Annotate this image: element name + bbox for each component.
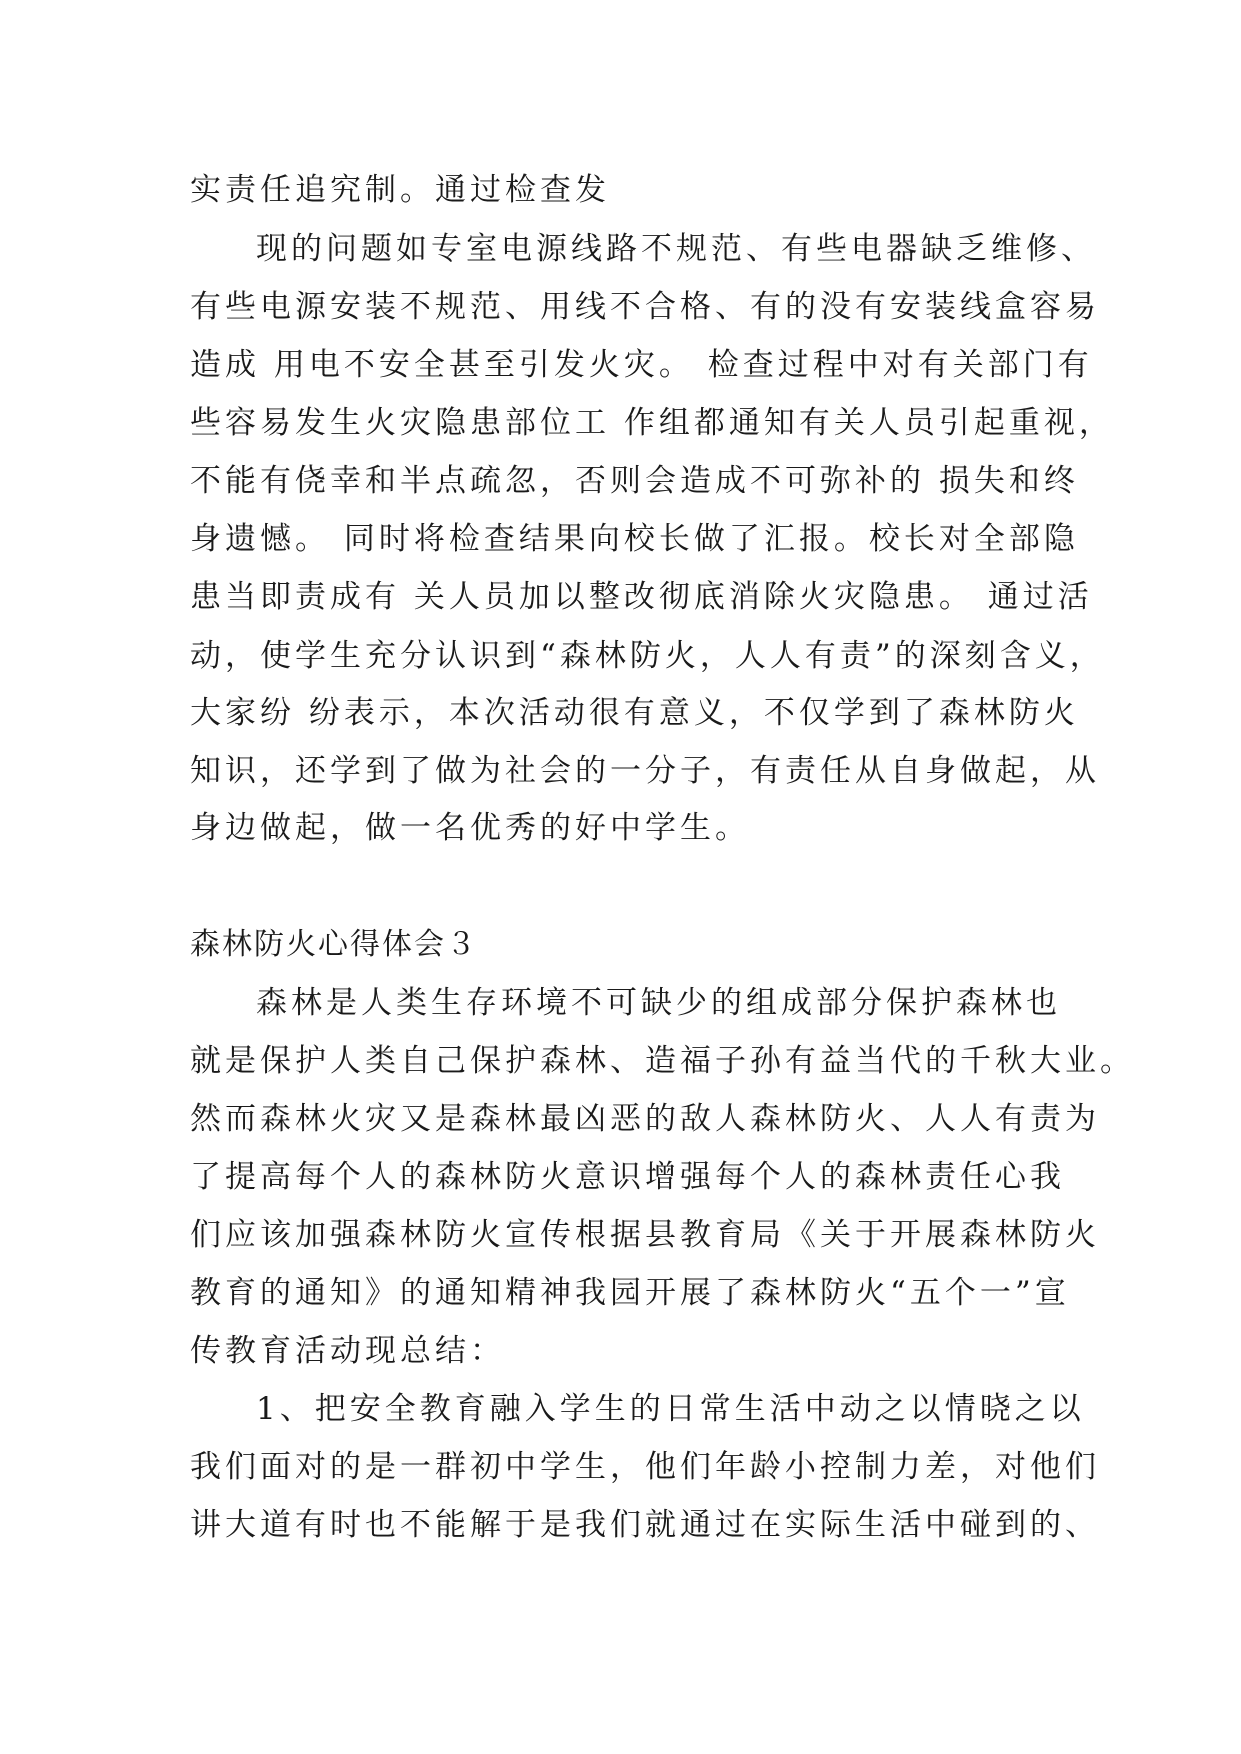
paragraph-line: 们应该加强森林防火宣传根据县教育局《关于开展森林防火 xyxy=(190,1217,1100,1253)
paragraph-line: 实责任追究制。通过检查发 xyxy=(190,172,610,208)
paragraph-line: 我们面对的是一群初中学生，他们年龄小控制力差，对他们 xyxy=(190,1449,1100,1485)
paragraph-line: 动，使学生充分认识到“森林防火，人人有责”的深刻含义， xyxy=(190,638,1105,674)
paragraph-line: 些容易发生火灾隐患部位工 作组都通知有关人员引起重视， xyxy=(190,405,1114,441)
paragraph-line: 有些电源安装不规范、用线不合格、有的没有安装线盒容易 xyxy=(190,289,1100,325)
paragraph-line: 不能有侥幸和半点疏忽，否则会造成不可弥补的 损失和终 xyxy=(190,463,1079,499)
paragraph-line: 讲大道有时也不能解于是我们就通过在实际生活中碰到的、 xyxy=(190,1507,1100,1543)
paragraph-line: 造成 用电不安全甚至引发火灾。 检查过程中对有关部门有 xyxy=(190,347,1093,383)
paragraph-line: 大家纷 纷表示，本次活动很有意义，不仅学到了森林防火 xyxy=(190,695,1079,731)
paragraph-line: 教育的通知》的通知精神我园开展了森林防火“五个一”宣 xyxy=(190,1275,1070,1311)
paragraph-line: 患当即责成有 关人员加以整改彻底消除火灾隐患。 通过活 xyxy=(190,579,1093,615)
paragraph-line: 1、把安全教育融入学生的日常生活中动之以情晓之以 xyxy=(256,1391,1085,1427)
paragraph-line: 知识，还学到了做为社会的一分子，有责任从自身做起，从 xyxy=(190,753,1100,789)
paragraph-line: 身遗憾。 同时将检查结果向校长做了汇报。校长对全部隐 xyxy=(190,521,1079,557)
paragraph-line: 就是保护人类自己保护森林、造福子孙有益当代的千秋大业。 xyxy=(190,1043,1135,1079)
section-heading: 森林防火心得体会３ xyxy=(190,927,478,962)
paragraph-line: 身边做起，做一名优秀的好中学生。 xyxy=(190,810,750,846)
paragraph-line: 森林是人类生存环境不可缺少的组成部分保护森林也 xyxy=(256,985,1061,1021)
paragraph-line: 了提高每个人的森林防火意识增强每个人的森林责任心我 xyxy=(190,1159,1065,1195)
paragraph-line: 现的问题如专室电源线路不规范、有些电器缺乏维修、 xyxy=(256,231,1096,267)
paragraph-line: 传教育活动现总结： xyxy=(190,1333,505,1369)
paragraph-line: 然而森林火灾又是森林最凶恶的敌人森林防火、人人有责为 xyxy=(190,1101,1100,1137)
